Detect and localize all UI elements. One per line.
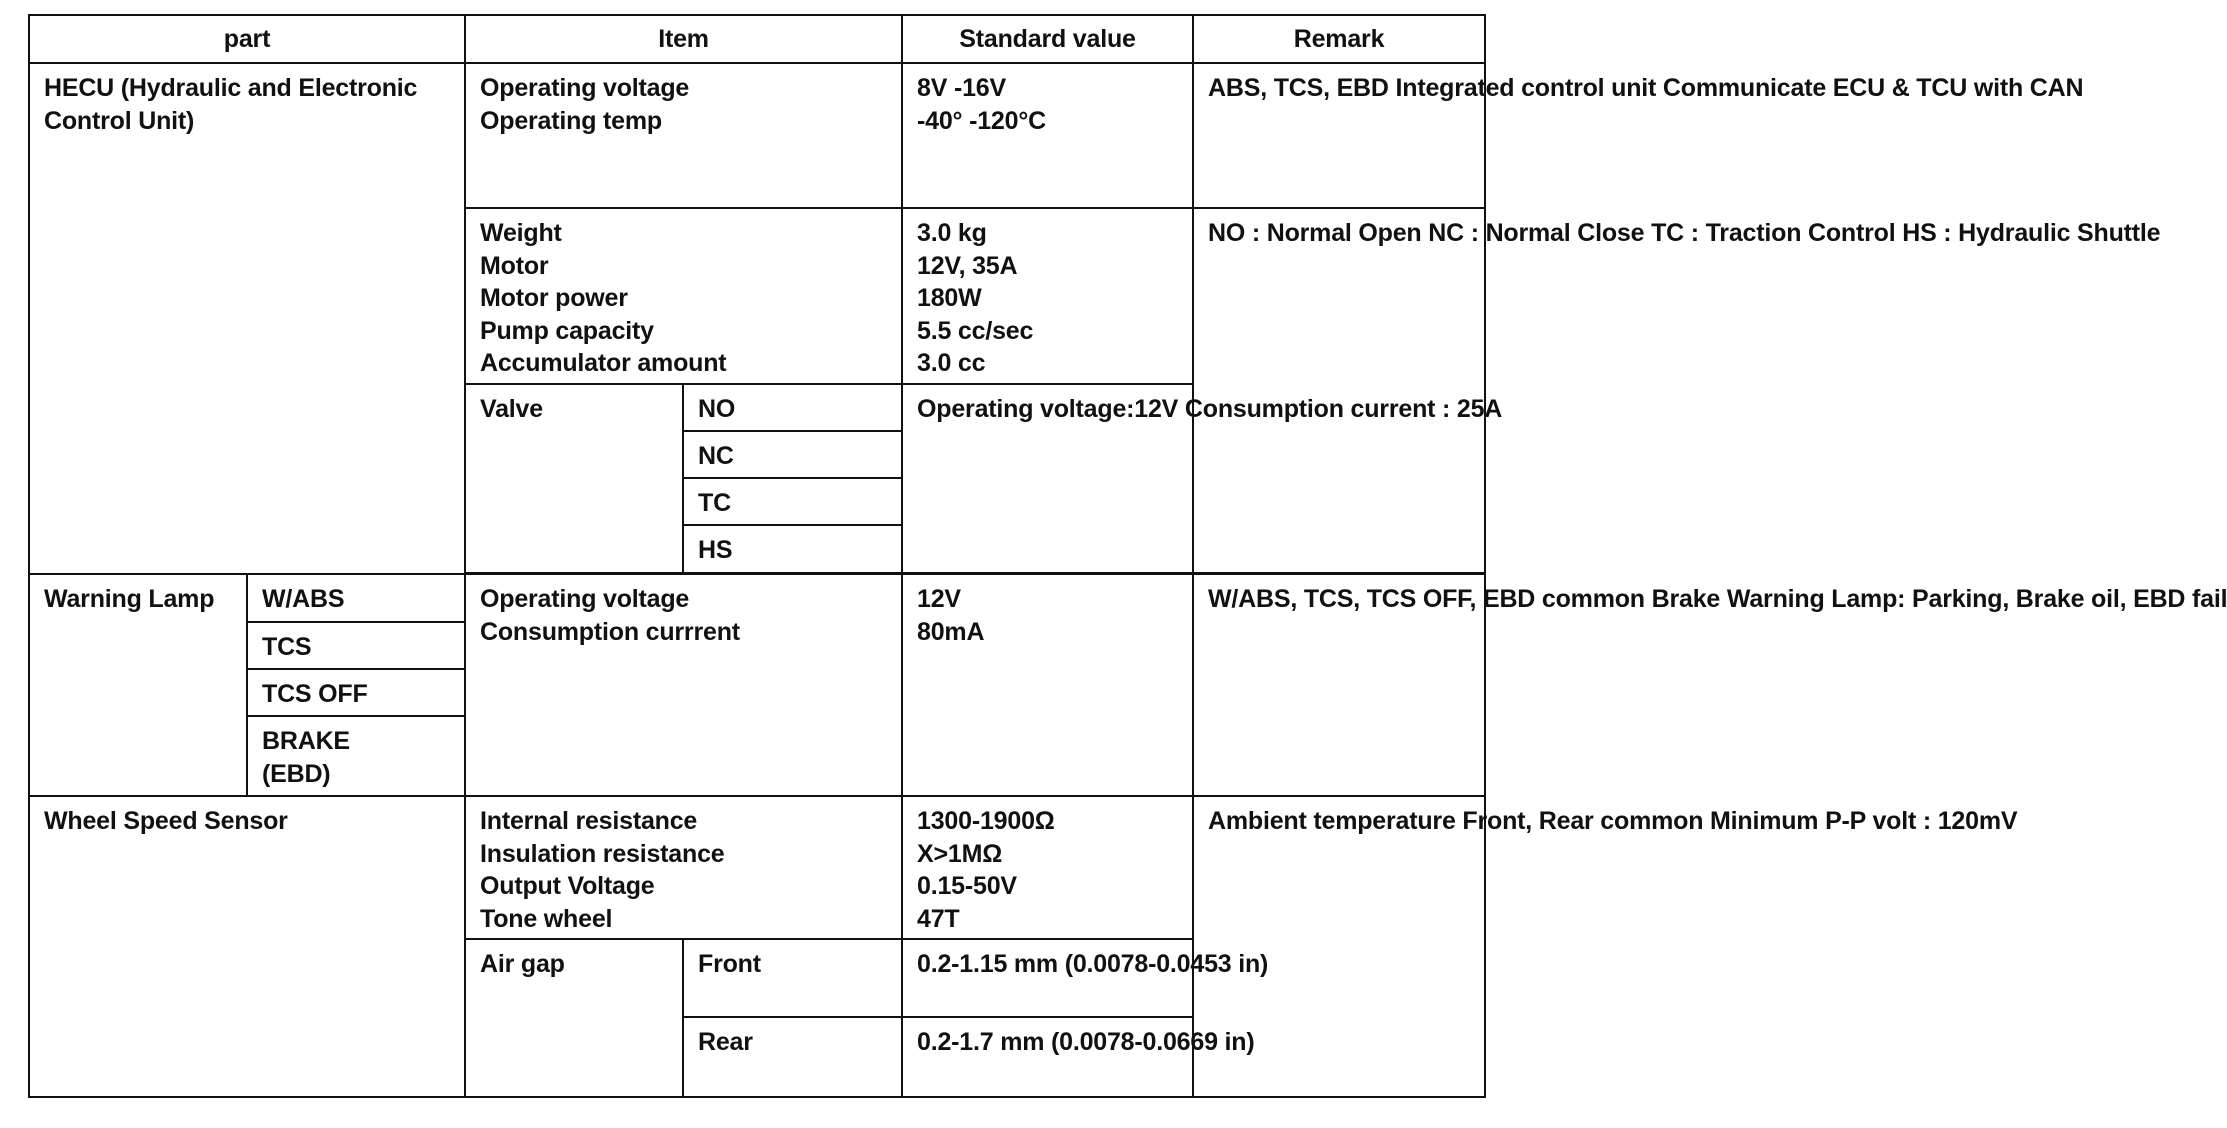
valve-type-hs: HS	[683, 525, 902, 573]
air-gap-rear-label: Rear	[683, 1017, 902, 1097]
valve-type-tc: TC	[683, 478, 902, 525]
lamp-brake-ebd: BRAKE (EBD)	[247, 716, 465, 796]
warning-lamp-values: 12V 80mA	[902, 574, 1193, 796]
lamp-tcs: TCS	[247, 622, 465, 669]
lamp-w-abs: W/ABS	[247, 574, 465, 622]
spec-table	[28, 14, 2227, 1098]
wheel-speed-sensor-items: Internal resistance Insulation resistance Output Voltage Tone wheel	[465, 796, 902, 939]
hecu-remark-2: NO : Normal Open NC : Normal Close TC : Traction Control HS : Hydraulic Shuttle	[1193, 208, 1485, 573]
hecu-items-1: Operating voltage Operating temp	[465, 63, 902, 208]
air-gap-front-value: 0.2-1.15 mm (0.0078-0.0453 in)	[902, 939, 1193, 1017]
table-row	[29, 63, 1485, 208]
valve-type-no: NO	[683, 384, 902, 431]
hecu-remark-1: ABS, TCS, EBD Integrated control unit Communicate ECU & TCU with CAN	[1193, 63, 1485, 208]
table-row	[29, 796, 1485, 939]
wheel-speed-sensor-part: Wheel Speed Sensor	[29, 796, 465, 1097]
warning-lamp-items: Operating voltage Consumption currrent	[465, 574, 902, 796]
hecu-items-2: Weight Motor Motor power Pump capacity Accumulator amount	[465, 208, 902, 384]
valve-label: Valve	[465, 384, 683, 573]
valve-values: Operating voltage:12V Consumption current : 25A	[902, 384, 1193, 573]
hecu-values-1: 8V -16V -40° -120°C	[902, 63, 1193, 208]
header-part: part	[29, 15, 465, 63]
air-gap-label: Air gap	[465, 939, 683, 1097]
air-gap-front-label: Front	[683, 939, 902, 1017]
header-standard-value: Standard value	[902, 15, 1193, 63]
header-remark: Remark	[1193, 15, 1485, 63]
warning-lamp-part: Warning Lamp	[29, 574, 247, 796]
wheel-speed-sensor-values: 1300-1900Ω X>1MΩ 0.15-50V 47T	[902, 796, 1193, 939]
hecu-values-2: 3.0 kg 12V, 35A 180W 5.5 cc/sec 3.0 cc	[902, 208, 1193, 384]
lamp-tcs-off: TCS OFF	[247, 669, 465, 716]
wheel-speed-sensor-remark: Ambient temperature Front, Rear common Minimum P-P volt : 120mV	[1193, 796, 1485, 1097]
header-item: Item	[465, 15, 902, 63]
hecu-part-cell: HECU (Hydraulic and Electronic Control Unit)	[29, 63, 465, 574]
warning-lamp-remark: W/ABS, TCS, TCS OFF, EBD common Brake Warning Lamp: Parking, Brake oil, EBD fail	[1193, 574, 1485, 796]
air-gap-rear-value: 0.2-1.7 mm (0.0078-0.0669 in)	[902, 1017, 1193, 1097]
table-row	[29, 574, 1485, 622]
header-row	[29, 15, 1485, 63]
valve-type-nc: NC	[683, 431, 902, 478]
